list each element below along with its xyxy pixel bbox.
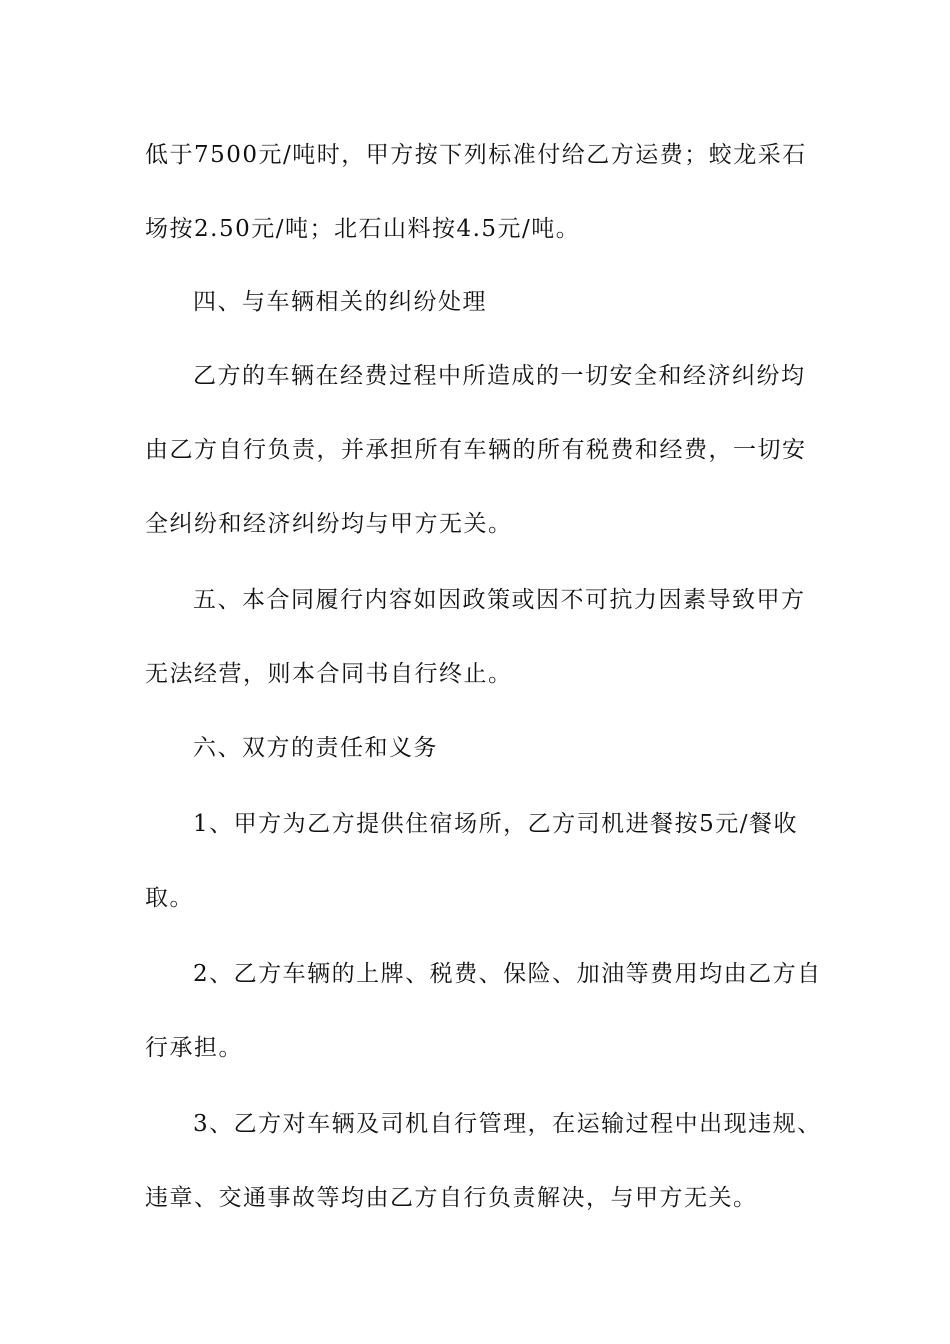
text-line: 低于7500元/吨时，甲方按下列标准付给乙方运费；蛟龙采石 bbox=[145, 142, 807, 168]
list-item: 2、乙方车辆的上牌、税费、保险、加油等费用均由乙方自 bbox=[193, 961, 822, 987]
text-line: 无法经营，则本合同书自行终止。 bbox=[145, 661, 513, 687]
text-line: 违章、交通事故等均由乙方自行负责解决，与甲方无关。 bbox=[145, 1185, 758, 1211]
section-heading: 四、与车辆相关的纠纷处理 bbox=[193, 289, 487, 315]
text-line: 由乙方自行负责，并承担所有车辆的所有税费和经费，一切安 bbox=[145, 437, 807, 463]
text-line: 乙方的车辆在经费过程中所造成的一切安全和经济纠纷均 bbox=[193, 363, 806, 389]
list-item: 1、甲方为乙方提供住宿场所，乙方司机进餐按5元/餐收 bbox=[193, 811, 799, 837]
text-line: 五、本合同履行内容如因政策或因不可抗力因素导致甲方 bbox=[193, 587, 806, 613]
text-line: 场按2.50元/吨；北石山料按4.5元/吨。 bbox=[145, 216, 581, 242]
list-item: 3、乙方对车辆及司机自行管理，在运输过程中出现违规、 bbox=[193, 1111, 822, 1137]
text-line: 行承担。 bbox=[145, 1035, 243, 1061]
text-line: 全纠纷和经济纠纷均与甲方无关。 bbox=[145, 511, 513, 537]
section-heading: 六、双方的责任和义务 bbox=[193, 735, 438, 761]
text-line: 取。 bbox=[145, 885, 194, 911]
